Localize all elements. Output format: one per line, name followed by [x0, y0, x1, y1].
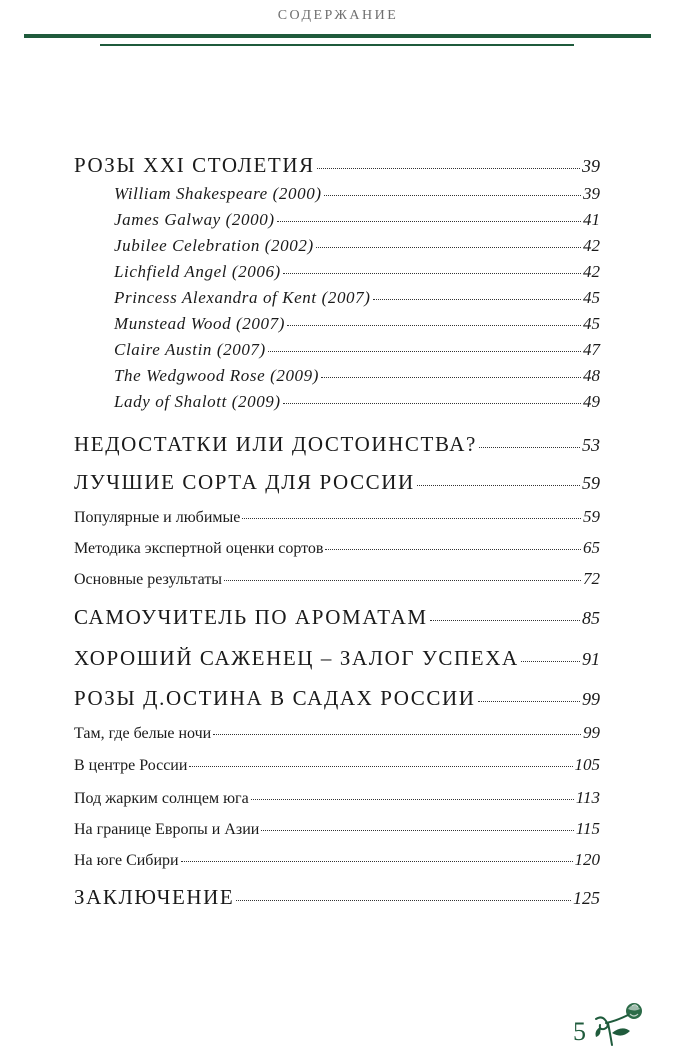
toc-entry-subsection: [74, 819, 600, 843]
toc-entry-subsection: [74, 538, 600, 562]
dot-leader: [317, 168, 580, 169]
toc-entry-section: [74, 686, 600, 714]
header-rule-thick: [24, 34, 651, 38]
dot-leader: [479, 447, 580, 448]
toc-entry-section: [74, 646, 600, 674]
toc-entry-variety: [114, 314, 600, 338]
toc-entry-page: 105: [574, 755, 600, 774]
toc-entry-section: [74, 885, 600, 913]
toc-entry-subsection: [74, 850, 600, 874]
toc-entry-variety: [114, 184, 600, 208]
toc-entry-section: [74, 432, 600, 460]
toc-entry-title: James Galway (2000): [114, 210, 275, 229]
dot-leader: [181, 861, 573, 862]
header-title: СОДЕРЖАНИЕ: [277, 8, 399, 23]
toc-entry-section: [74, 470, 600, 498]
rose-ornament-icon: [592, 997, 656, 1047]
toc-entry-page: 49: [583, 392, 600, 411]
toc-entry-variety: [114, 366, 600, 390]
toc-entry-title: ЗАКЛЮЧЕНИЕ: [74, 885, 235, 909]
toc-entry-page: 39: [582, 156, 600, 176]
toc-entry-title: САМОУЧИТЕЛЬ ПО АРОМАТАМ: [74, 605, 428, 629]
toc-entry-title: Там, где белые ночи: [74, 725, 212, 742]
toc-entry-subsection: [74, 507, 600, 531]
toc-entry-subsection: [74, 755, 600, 779]
toc-entry-title: Основные результаты: [74, 571, 223, 588]
toc-entry-subsection: [74, 723, 600, 747]
toc-entry-title: Claire Austin (2007): [114, 340, 266, 359]
toc-entry-title: НЕДОСТАТКИ ИЛИ ДОСТОИНСТВА?: [74, 432, 477, 456]
dot-leader: [324, 195, 581, 196]
toc-entry-title: Princess Alexandra of Kent (2007): [114, 288, 371, 307]
dot-leader: [277, 221, 581, 222]
dot-leader: [251, 799, 574, 800]
toc-entry-page: 59: [583, 507, 600, 526]
toc-entry-page: 113: [575, 788, 600, 807]
toc-entry-page: 42: [583, 262, 600, 281]
toc-entry-section: [74, 605, 600, 633]
dot-leader: [242, 518, 581, 519]
dot-leader: [268, 351, 581, 352]
toc-entry-title: William Shakespeare (2000): [114, 184, 322, 203]
toc-entry-page: 53: [582, 435, 600, 455]
dot-leader: [325, 549, 581, 550]
toc-entry-page: 85: [582, 608, 600, 628]
dot-leader: [261, 830, 573, 831]
toc-entry-page: 48: [583, 366, 600, 385]
toc-entry-title: Lichfield Angel (2006): [114, 262, 281, 281]
toc-entry-page: 42: [583, 236, 600, 255]
toc-entry-page: 41: [583, 210, 600, 229]
dot-leader: [189, 766, 572, 767]
dot-leader: [236, 900, 571, 901]
toc-entry-title: Munstead Wood (2007): [114, 314, 285, 333]
header-rule-thin: [100, 44, 574, 46]
toc-entry-variety: [114, 262, 600, 286]
dot-leader: [316, 247, 581, 248]
dot-leader: [283, 403, 581, 404]
toc-entry-section: [74, 153, 600, 181]
toc-entry-page: 47: [583, 340, 600, 359]
toc-entry-page: 45: [583, 288, 600, 307]
toc-entry-page: 39: [583, 184, 600, 203]
toc-entry-page: 120: [574, 850, 600, 869]
toc-entry-subsection: [74, 788, 600, 812]
toc-entry-title: Методика экспертной оценки сортов: [74, 540, 324, 557]
toc-entry-title: На юге Сибири: [74, 852, 179, 869]
toc-entry-page: 99: [583, 723, 600, 742]
toc-entry-title: В центре России: [74, 757, 188, 774]
toc-entry-page: 115: [575, 819, 600, 838]
dot-leader: [224, 580, 581, 581]
dot-leader: [283, 273, 581, 274]
toc-entry-variety: [114, 392, 600, 416]
toc-entry-variety: [114, 340, 600, 364]
toc-entry-title: Jubilee Celebration (2002): [114, 236, 314, 255]
dot-leader: [521, 661, 580, 662]
toc-entry-title: Lady of Shalott (2009): [114, 392, 281, 411]
dot-leader: [213, 734, 581, 735]
toc-entry-title: The Wedgwood Rose (2009): [114, 366, 320, 385]
toc-entry-page: 91: [582, 649, 600, 669]
toc-entry-page: 72: [583, 569, 600, 588]
toc-entry-subsection: [74, 569, 600, 593]
toc-entry-title: Под жарким солнцем юга: [74, 790, 249, 807]
toc-entry-title: РОЗЫ XXI СТОЛЕТИЯ: [74, 153, 315, 177]
toc-entry-title: На границе Европы и Азии: [74, 821, 260, 838]
dot-leader: [287, 325, 581, 326]
toc-entry-title: РОЗЫ Д.ОСТИНА В САДАХ РОССИИ: [74, 686, 476, 710]
toc-entry-page: 65: [583, 538, 600, 557]
toc-entry-page: 99: [582, 689, 600, 709]
toc-entry-title: ЛУЧШИЕ СОРТА ДЛЯ РОССИИ: [74, 470, 415, 494]
toc-entry-title: Популярные и любимые: [74, 509, 241, 526]
toc-entry-page: 125: [573, 888, 600, 908]
dot-leader: [373, 299, 581, 300]
toc-entry-page: 59: [582, 473, 600, 493]
toc-entry-page: 45: [583, 314, 600, 333]
dot-leader: [321, 377, 581, 378]
dot-leader: [478, 701, 580, 702]
toc-entry-variety: [114, 210, 600, 234]
toc-entry-variety: [114, 288, 600, 312]
toc-entry-variety: [114, 236, 600, 260]
dot-leader: [430, 620, 580, 621]
toc-entry-title: ХОРОШИЙ САЖЕНЕЦ – ЗАЛОГ УСПЕХА: [74, 646, 519, 670]
page-number: 5: [573, 1017, 586, 1046]
dot-leader: [417, 485, 580, 486]
